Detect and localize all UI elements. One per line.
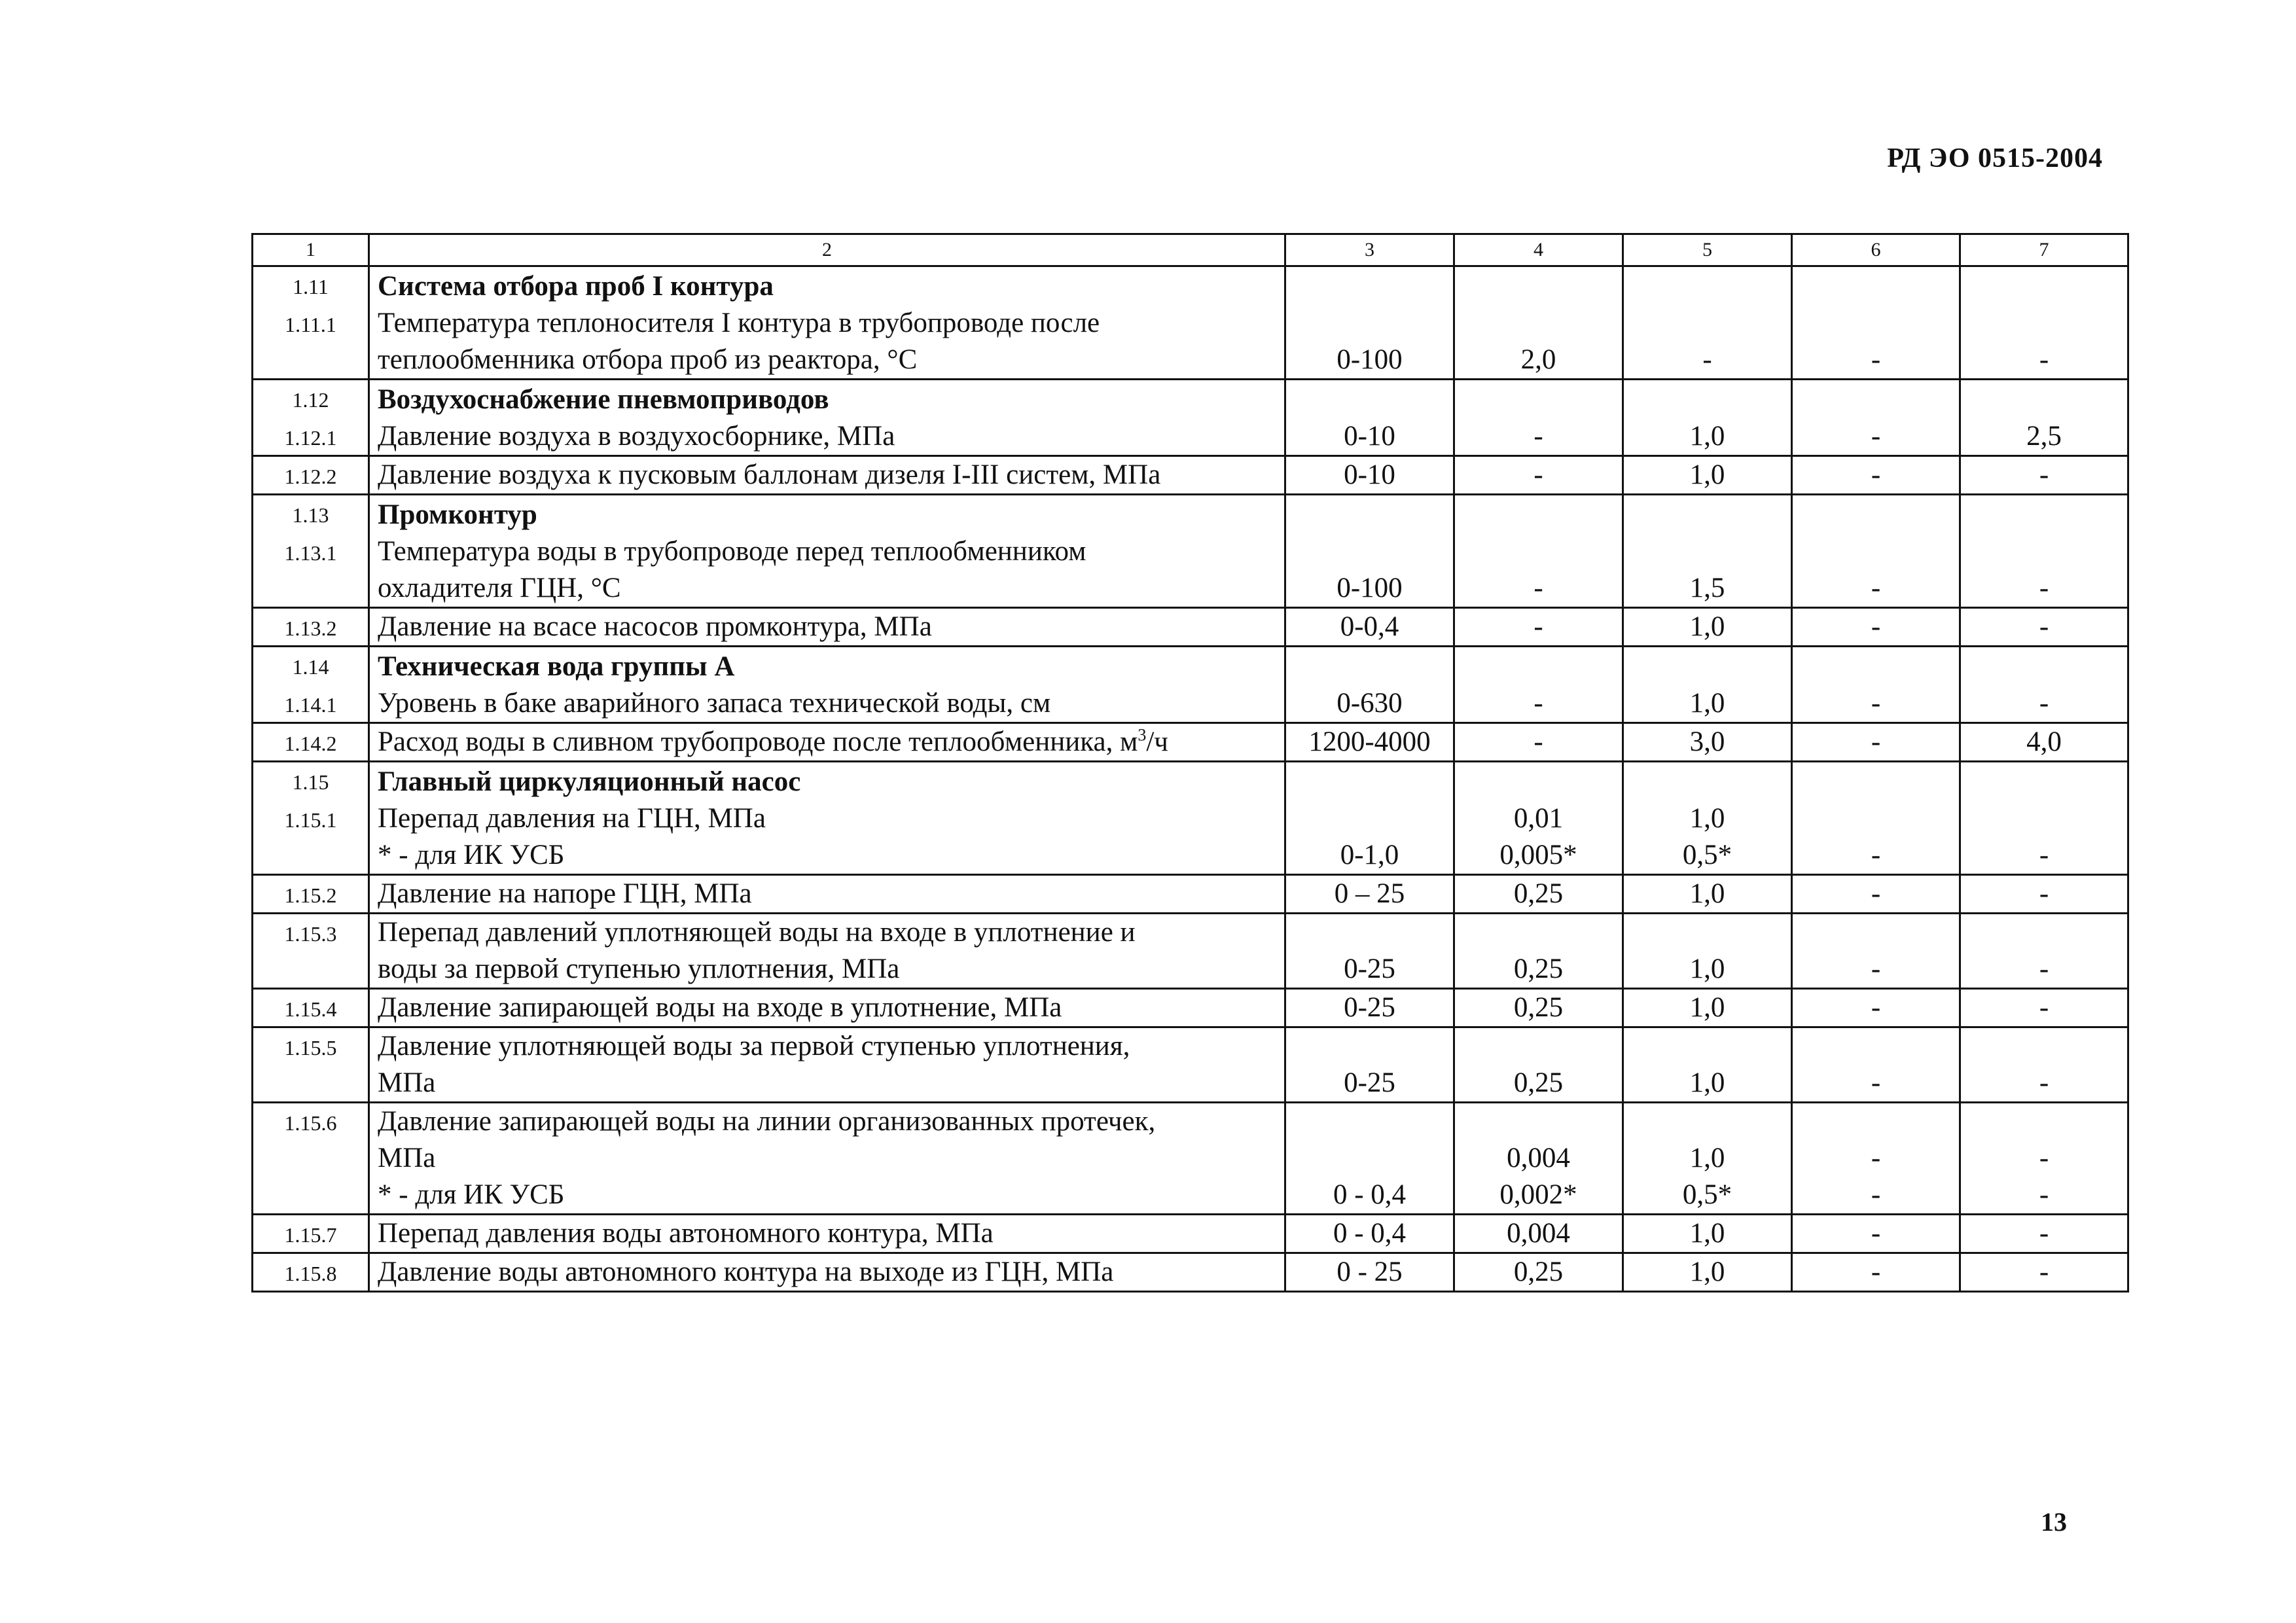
column-number: 5 [1623, 234, 1792, 266]
parameter-name-line: * - для ИК УСБ [378, 1179, 565, 1210]
empty-cell [1454, 380, 1623, 419]
parameter-name [369, 875, 1285, 914]
parameter-name [369, 1253, 1285, 1292]
value-c6: - [1792, 800, 1960, 875]
value-c4: - [1454, 723, 1623, 762]
value-c3: 0-10 [1285, 456, 1454, 495]
section-number: 1.15 [253, 762, 369, 801]
value-c3: 0 - 0,4 [1285, 1103, 1454, 1215]
row-number: 1.13.1 [253, 533, 369, 608]
document-code: РД ЭО 0515-2004 [1887, 143, 2103, 173]
value-c4-line: 0,005* [1499, 840, 1577, 870]
empty-cell [1792, 762, 1960, 801]
value-c6: - [1792, 533, 1960, 608]
value-c5-line: 1,0 [1689, 1143, 1725, 1173]
value-c3: 0 - 0,4 [1285, 1215, 1454, 1253]
value-c3: 0-25 [1285, 1027, 1454, 1103]
value-c5-line: 0,5* [1682, 1179, 1732, 1210]
value-c7: - [1960, 305, 2128, 380]
empty-cell [1960, 266, 2128, 306]
value-c5-line: 1,0 [1689, 803, 1725, 834]
value-c3: 0 – 25 [1285, 875, 1454, 914]
value-c5: 1,0 [1623, 1215, 1792, 1253]
table-row [253, 418, 2128, 456]
parameter-name [369, 608, 1285, 647]
value-c4-line: 0,002* [1499, 1179, 1577, 1210]
value-c7: - [1960, 1253, 2128, 1292]
parameter-name [369, 723, 1285, 762]
row-number: 1.14.1 [253, 685, 369, 723]
table-row [253, 723, 2128, 762]
value-c7: 4,0 [1960, 723, 2128, 762]
section-number: 1.12 [253, 380, 369, 419]
parameter-name-line: Перепад давлений уплотняющей воды на входе в уплотнение и [378, 917, 1136, 948]
parameter-name [369, 1027, 1285, 1103]
value-c4: 2,0 [1454, 305, 1623, 380]
value-c5: 1,0 [1623, 418, 1792, 456]
table-row [253, 305, 2128, 380]
value-c6: - [1792, 608, 1960, 647]
value-c5: 1,0 [1623, 914, 1792, 989]
value-c7: - [1960, 989, 2128, 1027]
value-c6: - [1792, 305, 1960, 380]
section-row [253, 762, 2128, 801]
page-number: 13 [2041, 1507, 2067, 1537]
section-title: Главный циркуляционный насос [369, 762, 1285, 801]
empty-cell [1285, 380, 1454, 419]
parameter-name-line: воды за первой ступенью уплотнения, МПа [378, 954, 900, 984]
column-number: 1 [253, 234, 369, 266]
section-row [253, 647, 2128, 686]
value-c4: 0,25 [1454, 1027, 1623, 1103]
value-c4: - [1454, 608, 1623, 647]
row-number: 1.15.1 [253, 800, 369, 875]
value-c4: - [1454, 533, 1623, 608]
value-c7: - [1960, 1027, 2128, 1103]
parameter-name [369, 800, 1285, 875]
value-c7-line: - [2039, 1143, 2049, 1173]
table-row [253, 456, 2128, 495]
value-c5: 1,0 [1623, 456, 1792, 495]
empty-cell [1623, 266, 1792, 306]
parameter-name-line: МПа [378, 1143, 436, 1173]
value-c7: - [1960, 685, 2128, 723]
value-c3: 0-25 [1285, 989, 1454, 1027]
empty-cell [1623, 647, 1792, 686]
value-c3: 0-0,4 [1285, 608, 1454, 647]
parameter-name [369, 989, 1285, 1027]
section-title: Техническая вода группы А [369, 647, 1285, 686]
value-c6-line: - [1871, 1143, 1881, 1173]
table-row [253, 1215, 2128, 1253]
empty-cell [1454, 762, 1623, 801]
table-row [253, 989, 2128, 1027]
empty-cell [1454, 647, 1623, 686]
value-c4: 0,25 [1454, 875, 1623, 914]
row-number: 1.12.2 [253, 456, 369, 495]
value-c6: - [1792, 685, 1960, 723]
value-c3: 0-1,0 [1285, 800, 1454, 875]
table-row [253, 1253, 2128, 1292]
empty-cell [1792, 495, 1960, 534]
column-number: 6 [1792, 234, 1960, 266]
column-number: 3 [1285, 234, 1454, 266]
parameter-name [369, 685, 1285, 723]
parameter-name-line: Давление воздуха в воздухосборнике, МПа [378, 421, 895, 452]
row-number: 1.15.8 [253, 1253, 369, 1292]
table-row [253, 875, 2128, 914]
column-number-row [253, 234, 2128, 266]
empty-cell [1960, 495, 2128, 534]
value-c6 [1792, 1103, 1960, 1215]
value-c5: 1,0 [1623, 1253, 1792, 1292]
parameter-name-line: Давление воды автономного контура на выходе из ГЦН, МПа [378, 1257, 1114, 1287]
section-row [253, 266, 2128, 306]
value-c6: - [1792, 723, 1960, 762]
value-c6: - [1792, 1215, 1960, 1253]
row-number: 1.15.2 [253, 875, 369, 914]
row-number: 1.12.1 [253, 418, 369, 456]
value-c7: - [1960, 875, 2128, 914]
value-c4 [1454, 800, 1623, 875]
value-c4: - [1454, 456, 1623, 495]
value-c7: 2,5 [1960, 418, 2128, 456]
value-c7: - [1960, 456, 2128, 495]
parameter-name-line: Давление на напоре ГЦН, МПа [378, 878, 752, 909]
table-row [253, 685, 2128, 723]
value-c5: 1,0 [1623, 875, 1792, 914]
parameter-name-line: Перепад давления воды автономного контура, МПа [378, 1218, 994, 1249]
value-c5: 3,0 [1623, 723, 1792, 762]
section-number: 1.14 [253, 647, 369, 686]
parameter-name-line: Температура воды в трубопроводе перед теплообменником [378, 536, 1086, 567]
value-c5: - [1623, 305, 1792, 380]
row-number: 1.15.6 [253, 1103, 369, 1215]
value-c4-line: 0,01 [1513, 803, 1564, 834]
empty-cell [1285, 266, 1454, 306]
table-body [253, 266, 2128, 1292]
parameter-name [369, 533, 1285, 608]
parameter-name [369, 418, 1285, 456]
row-number: 1.15.5 [253, 1027, 369, 1103]
value-c3: 0-100 [1285, 533, 1454, 608]
parameter-name-line: * - для ИК УСБ [378, 840, 565, 870]
parameters-table [251, 233, 2129, 1293]
value-c5-line: 0,5* [1682, 840, 1732, 870]
value-c5: 1,0 [1623, 608, 1792, 647]
value-c4: 0,004 [1454, 1215, 1623, 1253]
value-c6: - [1792, 418, 1960, 456]
value-c5: 1,0 [1623, 1027, 1792, 1103]
parameter-name [369, 456, 1285, 495]
parameter-name-line: теплообменника отбора проб из реактора, °С [378, 344, 918, 375]
parameter-name-line: охладителя ГЦН, °С [378, 573, 621, 603]
empty-cell [1454, 495, 1623, 534]
value-c7: - [1960, 533, 2128, 608]
value-c6: - [1792, 914, 1960, 989]
parameter-name [369, 914, 1285, 989]
empty-cell [1285, 762, 1454, 801]
row-number: 1.14.2 [253, 723, 369, 762]
value-c5: 1,0 [1623, 989, 1792, 1027]
value-c7: - [1960, 1215, 2128, 1253]
value-c4: - [1454, 685, 1623, 723]
section-title: Система отбора проб I контура [369, 266, 1285, 306]
value-c6: - [1792, 989, 1960, 1027]
value-c5: 1,0 [1623, 685, 1792, 723]
value-c6: - [1792, 875, 1960, 914]
value-c6: - [1792, 456, 1960, 495]
parameter-name [369, 1215, 1285, 1253]
column-number: 2 [369, 234, 1285, 266]
parameter-name [369, 1103, 1285, 1215]
value-c3: 0-25 [1285, 914, 1454, 989]
section-title: Воздухоснабжение пневмоприводов [369, 380, 1285, 419]
section-number: 1.11 [253, 266, 369, 306]
value-c3: 1200-4000 [1285, 723, 1454, 762]
value-c5: 1,5 [1623, 533, 1792, 608]
value-c3: 0-630 [1285, 685, 1454, 723]
row-number: 1.13.2 [253, 608, 369, 647]
value-c4: - [1454, 418, 1623, 456]
empty-cell [1792, 647, 1960, 686]
value-c6: - [1792, 1027, 1960, 1103]
value-c4: 0,25 [1454, 1253, 1623, 1292]
empty-cell [1623, 762, 1792, 801]
value-c4 [1454, 1103, 1623, 1215]
empty-cell [1960, 380, 2128, 419]
value-c7: - [1960, 914, 2128, 989]
value-c4-line: 0,004 [1507, 1143, 1570, 1173]
value-c7: - [1960, 800, 2128, 875]
empty-cell [1285, 647, 1454, 686]
section-number: 1.13 [253, 495, 369, 534]
empty-cell [1623, 380, 1792, 419]
parameter-name [369, 305, 1285, 380]
row-number: 1.15.7 [253, 1215, 369, 1253]
table-row [253, 533, 2128, 608]
column-number: 7 [1960, 234, 2128, 266]
row-number: 1.15.4 [253, 989, 369, 1027]
table-row [253, 1103, 2128, 1215]
empty-cell [1960, 647, 2128, 686]
table-row [253, 608, 2128, 647]
value-c3: 0-100 [1285, 305, 1454, 380]
row-number: 1.11.1 [253, 305, 369, 380]
parameter-name-line: Давление запирающей воды на линии организованных протечек, [378, 1106, 1156, 1137]
value-c6-line: - [1871, 1179, 1881, 1210]
section-title: Промконтур [369, 495, 1285, 534]
value-c7: - [1960, 608, 2128, 647]
value-c7-line: - [2039, 1179, 2049, 1210]
empty-cell [1454, 266, 1623, 306]
empty-cell [1792, 380, 1960, 419]
column-number: 4 [1454, 234, 1623, 266]
parameter-name-line: Давление запирающей воды на входе в уплотнение, МПа [378, 992, 1062, 1023]
parameter-name-line: Давление на всасе насосов промконтура, МПа [378, 611, 932, 642]
empty-cell [1623, 495, 1792, 534]
parameter-name-line: Давление уплотняющей воды за первой ступенью уплотнения, [378, 1031, 1130, 1061]
parameter-name-line: Расход воды в сливном трубопроводе после теплообменника, $м^3/ч$ [378, 725, 1168, 757]
value-c3: 0 - 25 [1285, 1253, 1454, 1292]
section-row [253, 495, 2128, 534]
empty-cell [1792, 266, 1960, 306]
section-row [253, 380, 2128, 419]
parameter-name-line: МПа [378, 1067, 436, 1098]
empty-cell [1960, 762, 2128, 801]
parameter-name-line: Температура теплоносителя I контура в трубопроводе после [378, 308, 1100, 338]
value-c3: 0-10 [1285, 418, 1454, 456]
value-c5 [1623, 1103, 1792, 1215]
value-c4: 0,25 [1454, 914, 1623, 989]
value-c5 [1623, 800, 1792, 875]
value-c6: - [1792, 1253, 1960, 1292]
empty-cell [1285, 495, 1454, 534]
parameter-name-line: Уровень в баке аварийного запаса технической воды, см [378, 688, 1051, 719]
value-c7 [1960, 1103, 2128, 1215]
table-row [253, 800, 2128, 875]
row-number: 1.15.3 [253, 914, 369, 989]
parameter-name-line: Перепад давления на ГЦН, МПа [378, 803, 766, 834]
table-row [253, 1027, 2128, 1103]
value-c4: 0,25 [1454, 989, 1623, 1027]
parameter-name-line: Давление воздуха к пусковым баллонам дизеля I-III систем, МПа [378, 459, 1161, 490]
table-row [253, 914, 2128, 989]
